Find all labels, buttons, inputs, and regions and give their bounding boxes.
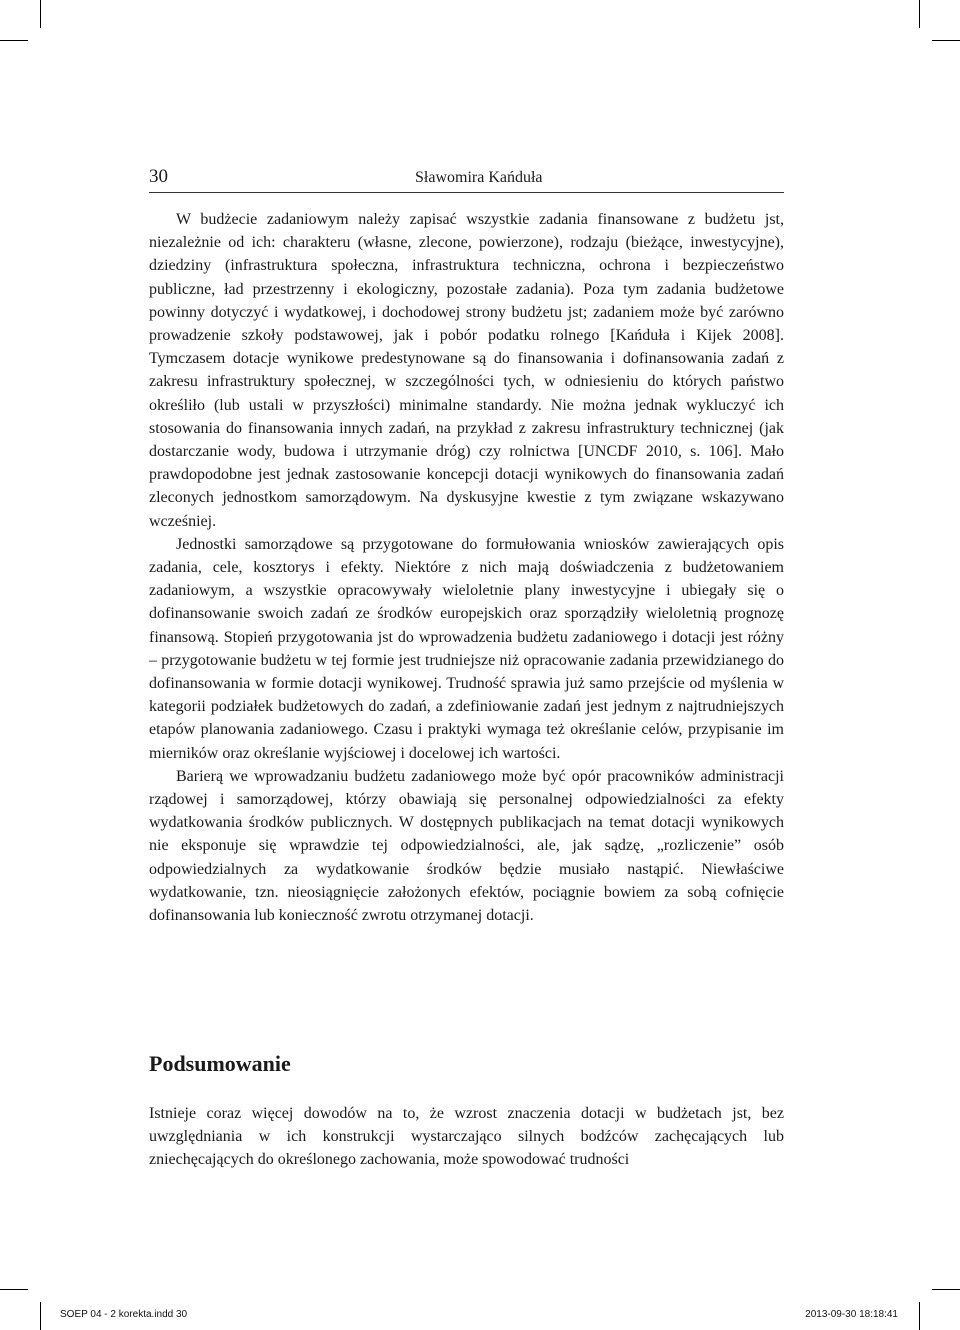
crop-mark	[0, 1289, 28, 1290]
section-heading: Podsumowanie	[149, 1051, 291, 1076]
body-text	[149, 208, 784, 927]
slug-rule	[40, 1302, 41, 1330]
slug-rule	[919, 1302, 920, 1330]
page-number: 30	[149, 166, 168, 187]
crop-mark	[919, 0, 920, 28]
paragraph: W budżecie zadaniowym należy zapisać wszystkie zadania finansowane z budżetu jst, niezależnie od ich: charakteru (własne, zlecone, powierzone), rodzaju (bieżące, inwestycyjne), dziedziny (infrastruktura społeczna, infrastruktura techniczna, ochrona i bezpieczeństwo publiczne, ład przestrzenny i ekologiczny, pozostałe zadania). Poza tym zadania budżetowe powinny dotyczyć i wydatkowej, i dochodowej strony budżetu jst; zadaniem może być zarówno prowadzenie szkoły podstawowej, jak i pobór podatku rolnego [Kańduła i Kijek 2008]. Tymczasem dotacje wynikowe predestynowane są do finansowania i dofinansowania zadań z zakresu infrastruktury społecznej, w szczególności tych, w odniesieniu do których państwo określiło (lub ustali w przyszłości) minimalne standardy. Nie można jednak wykluczyć ich stosowania do finansowania innych zadań, na przykład z zakresu infrastruktury technicznej (jak dostarczanie wody, budowa i utrzymanie dróg) czy rolnictwa [UNCDF 2010, s. 106]. Mało prawdopodobne jest jednak zastosowanie koncepcji dotacji wynikowych do finansowania zadań zleconych jednostkom samorządowym. Na dyskusyjne kwestie z tym związane wskazywano wcześniej.	[149, 211, 784, 530]
crop-mark	[40, 0, 41, 28]
crop-mark	[932, 1289, 960, 1290]
running-head-author: Sławomira Kańduła	[415, 169, 543, 186]
slug-file: SOEP 04 - 2 korekta.indd 30	[60, 1309, 188, 1320]
slug-timestamp: 2013-09-30 18:18:41	[805, 1309, 898, 1320]
paragraph: Barierą we wprowadzaniu budżetu zadaniowego może być opór pracowników administracji rządowej i samorządowej, którzy obawiają się personalnej odpowiedzialności za efekty wydatkowania środków publicznych. W dostępnych publikacjach na temat dotacji wynikowych nie eksponuje się wprawdzie tej odpowiedzialności, ale, jak sądzę, „rozliczenie” osób odpowiedzialnych za wydatkowanie środków będzie musiało nastąpić. Niewłaściwe wydatkowanie, tzn. nieosiągnięcie założonych efektów, pociągnie bowiem za sobą cofnięcie dofinansowania lub konieczność zwrotu otrzymanej dotacji.	[149, 767, 784, 925]
section-paragraph: Istnieje coraz więcej dowodów na to, że wzrost znaczenia dotacji w budżetach jst, bez uwzględniania w ich konstrukcji wystarczająco silnych bodźców zachęcających lub zniechęcających do określonego zachowania, może spowodować trudności	[149, 1105, 784, 1169]
crop-mark	[932, 40, 960, 41]
crop-mark	[0, 40, 28, 41]
running-header	[149, 166, 784, 193]
paragraph: Jednostki samorządowe są przygotowane do formułowania wniosków zawierających opis zadania, cele, kosztorys i efekty. Niektóre z nich mają doświadczenia z budżetowaniem zadaniowym, a wszystkie opracowywały wieloletnie plany inwestycyjne i ubiegały się o dofinansowanie swoich zadań ze środków europejskich oraz sporządziły wieloletnią prognozę finansową. Stopień przygotowania jst do wprowadzenia budżetu zadaniowego i dotacji jest różny – przygotowanie budżetu w tej formie jest trudniejsze niż opracowanie zadania przewidzianego do dofinansowania w formie dotacji wynikowej. Trudność sprawia już samo przejście od myślenia w kategorii podziałek budżetowych do zadań, a zdefiniowanie zadań jest jednym z najtrudniejszych etapów planowania zadaniowego. Czasu i praktyki wymaga też określanie celów, przypisanie im mierników oraz określanie wyjściowej i docelowej ich wartości.	[149, 535, 784, 762]
